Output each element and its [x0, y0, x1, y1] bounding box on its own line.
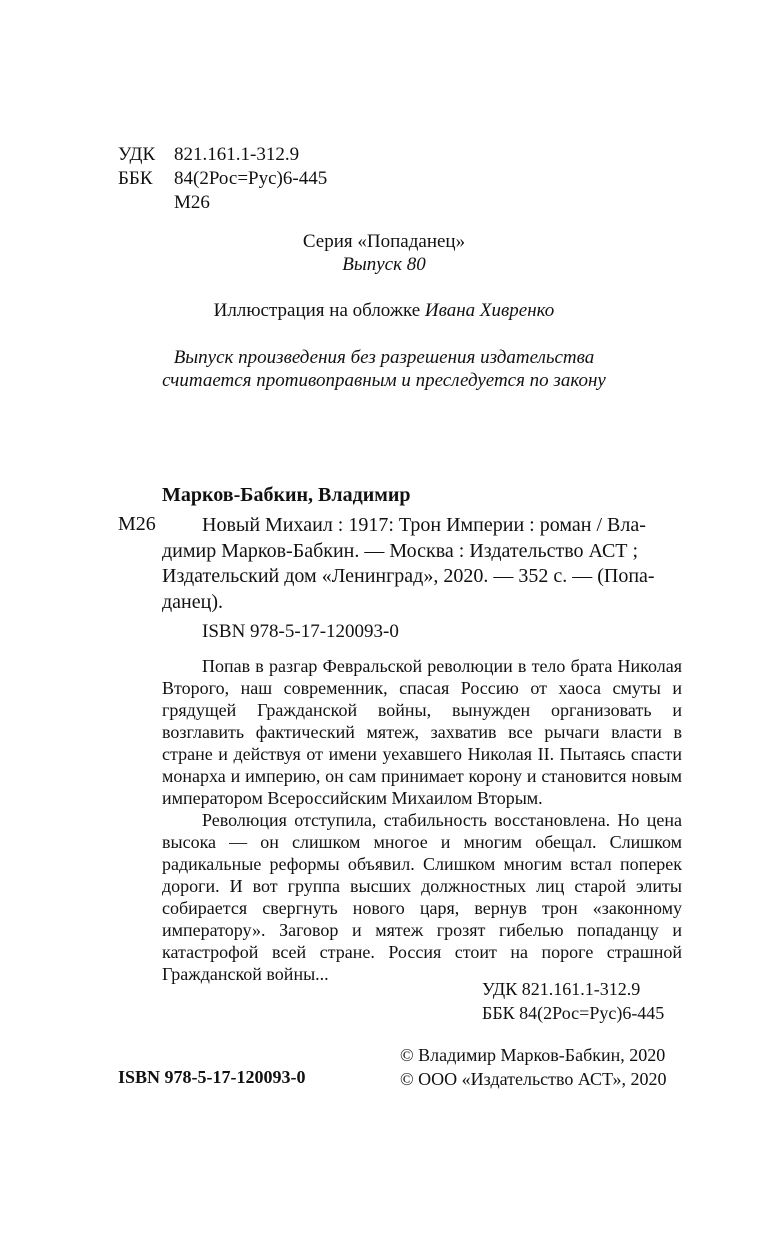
bbk-bottom: ББК 84(2Рос=Рус)6-445 — [482, 1003, 665, 1023]
bib-line-4: данец). — [162, 590, 223, 613]
legal-warning — [0, 346, 768, 392]
annotation — [162, 655, 682, 985]
isbn-bottom: ISBN 978-5-17-120093-0 — [118, 1067, 306, 1087]
udk-row — [118, 143, 327, 167]
bib-author-mark: М26 — [118, 513, 156, 535]
bib-author: Марков-Бабкин, Владимир — [162, 484, 411, 506]
warning-line-2: считается противоправным и преследуется по закону — [162, 370, 606, 391]
udk-value: 821.161.1-312.9 — [174, 144, 300, 165]
series-issue: Выпуск 80 — [342, 254, 426, 275]
author-mark: М26 — [174, 192, 210, 213]
copyright-block — [400, 1043, 667, 1091]
bib-line-2: димир Марков-Бабкин. — Москва : Издательство АСТ ; — [162, 539, 639, 562]
series-line: Серия «Попаданец» — [302, 231, 466, 252]
bib-record — [162, 513, 672, 615]
bbk-row — [118, 167, 327, 191]
annotation-paragraph: Революция отступила, стабильность восстановлена. Но цена высока — он слишком многое и многим обещал. Слишком радикальные реформы объявил. Слишком многим встал поперек дороги. И вот группа высших должностных лиц старой элиты собирается свергнуть нового царя, вернув трон «законному императору». Заговор и мятеж грозят гибелью попаданцу и катастрофой всей стране. Россия стоит на пороге страшной Гражданской войны... — [162, 810, 682, 984]
bbk-label: ББК — [118, 168, 153, 189]
bib-line-3: Издательский дом «Ленинград», 2020. — 352 с. — (Попа- — [162, 565, 655, 587]
copyright-publisher: © ООО «Издательство АСТ», 2020 — [400, 1069, 667, 1089]
udk-label: УДК — [118, 144, 156, 165]
bib-isbn: ISBN 978-5-17-120093-0 — [202, 621, 399, 642]
illustration-credit — [0, 300, 768, 322]
copyright-author: © Владимир Марков-Бабкин, 2020 — [400, 1045, 666, 1065]
bib-line-1: Новый Михаил : 1917: Трон Империи : роман / Вла- — [202, 514, 646, 536]
author-mark-row — [118, 191, 327, 215]
classification-block-top — [118, 143, 327, 215]
warning-line-1: Выпуск произведения без разрешения издательства — [173, 347, 595, 368]
illustration-prefix: Иллюстрация на обложке — [213, 300, 421, 321]
udk-bottom: УДК 821.161.1-312.9 — [482, 979, 641, 999]
illustration-artist: Ивана Хивренко — [424, 300, 555, 321]
annotation-paragraph: Попав в разгар Февральской революции в тело брата Николая Второго, наш современник, спасая Россию от хаоса смуты и грядущей Гражданской войны, вынужден организовать и возглавить фактический мятеж, захватив все рычаги власти в стране и действуя от имени уехавшего Николая II. Пытаясь спасти монарха и империю, он сам принимает корону и становится новым императором Всероссийским Михаилом Вторым. — [162, 656, 682, 808]
bbk-value: 84(2Рос=Рус)6-445 — [174, 168, 328, 189]
classification-block-bottom — [482, 977, 664, 1025]
